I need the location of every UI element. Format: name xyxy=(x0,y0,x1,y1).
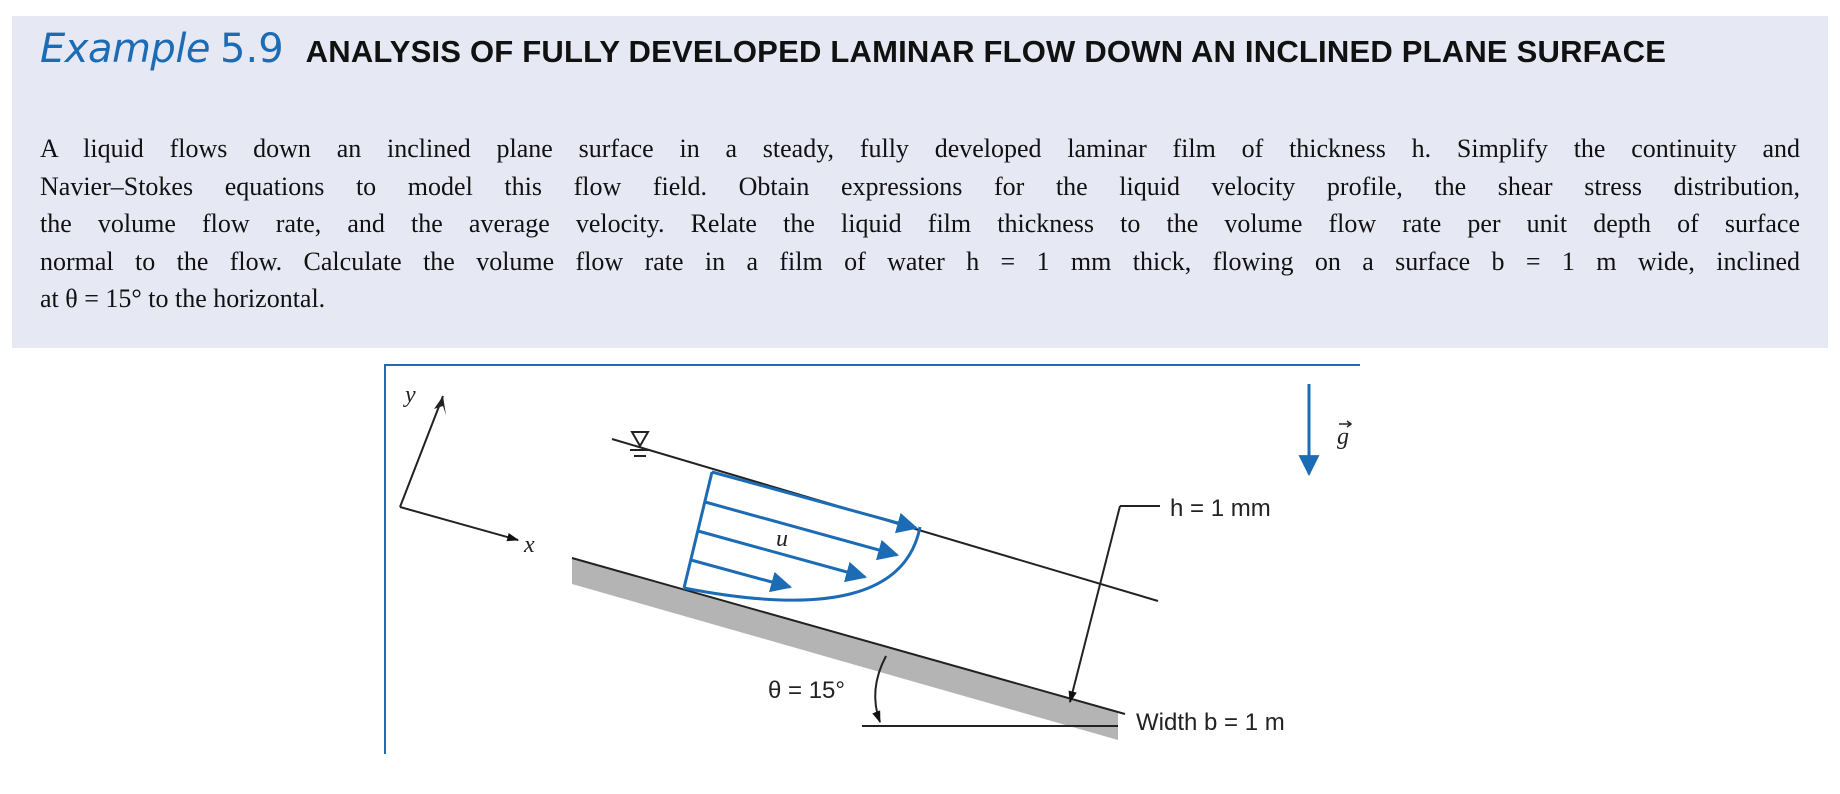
problem-line: Navier–Stokes equations to model this flow field. Obtain expressions for the liquid velocity profile, the shear stress distribution, xyxy=(40,171,1800,201)
width-label: Width b = 1 m xyxy=(1136,709,1285,736)
example-number: 5.9 xyxy=(220,26,284,72)
velocity-profile xyxy=(684,472,920,600)
y-axis-label: y xyxy=(405,382,416,408)
example-title: ANALYSIS OF FULLY DEVELOPED LAMINAR FLOW DOWN AN INCLINED PLANE SURFACE xyxy=(305,34,1667,69)
x-axis-label: x xyxy=(524,532,535,558)
problem-line: normal to the flow. Calculate the volume flow rate in a film of water h = 1 mm thick, flowing on a surface b = 1 m wide, inclined xyxy=(40,246,1800,276)
inclined-plane xyxy=(572,558,1118,740)
thickness-label: h = 1 mm xyxy=(1170,495,1271,522)
example-label: Example xyxy=(40,26,211,72)
problem-line: at θ = 15° to the horizontal. xyxy=(40,284,326,313)
gravity-label: g xyxy=(1337,424,1349,450)
plane-surface-line xyxy=(572,558,1125,714)
problem-line: A liquid flows down an inclined plane surface in a steady, fully developed laminar film of thickness h. Simplify the continuity and xyxy=(40,134,1800,163)
coordinate-axes xyxy=(400,396,518,540)
problem-line: the volume flow rate, and the average velocity. Relate the liquid film thickness to the volume flow rate per unit depth of surface xyxy=(40,209,1800,238)
thickness-dimension xyxy=(1070,506,1160,702)
angle-label: θ = 15° xyxy=(768,677,845,704)
free-surface-symbol xyxy=(630,432,650,456)
velocity-label: u xyxy=(776,526,788,552)
